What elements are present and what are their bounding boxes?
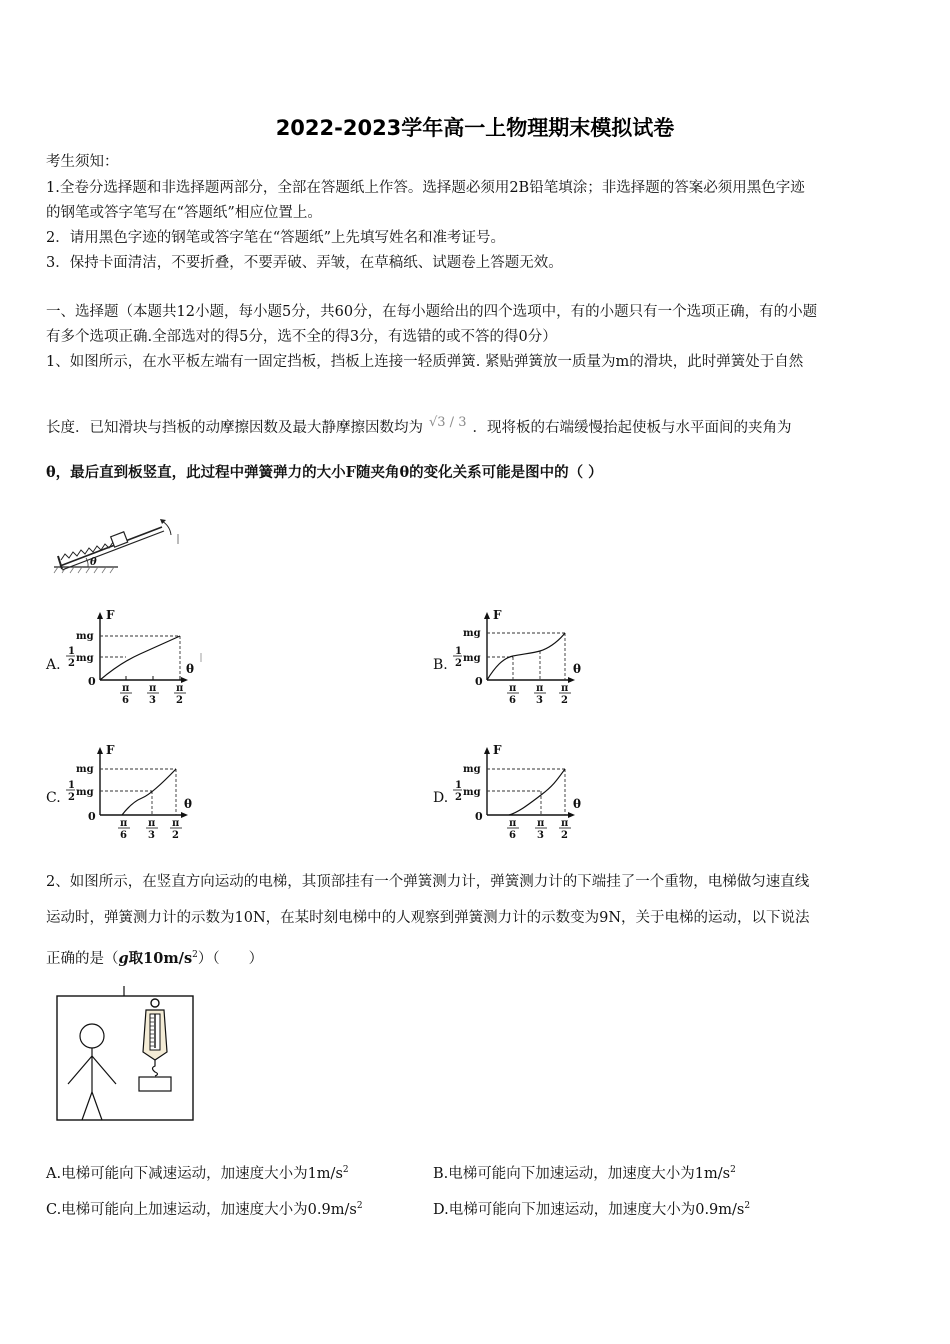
svg-text:2: 2 [68,792,75,803]
q1-line3: θ，最后直到板竖直，此过程中弹簧弹力的大小F随夹角θ的变化关系可能是图中的（ ） [46,464,603,481]
elevator-figure [54,984,204,1128]
option-c-letter[interactable]: C. [46,790,61,806]
q2-line1: 2、如图所示，在竖直方向运动的电梯，其顶部挂有一个弹簧测力计，弹簧测力计的下端挂了一个重物，电梯做匀速直线 [46,874,810,890]
incline-figure [46,512,186,582]
notice-heading: 考生须知： [46,154,119,170]
q2-line2: 运动时，弹簧测力计的示数为10N，在某时刻电梯中的人观察到弹簧测力计的示数变为9N，关于电梯的运动，以下说法 [46,910,810,926]
svg-text:F: F [106,743,115,757]
svg-text:π: π [509,818,517,829]
q1-sqrt3-over-3: √3 / 3 [429,415,467,430]
svg-text:6: 6 [122,695,129,706]
svg-text:θ: θ [573,662,582,676]
svg-text:π: π [176,683,184,694]
svg-text:6: 6 [509,695,516,706]
svg-text:θ: θ [573,797,582,811]
svg-text:mg: mg [463,653,481,664]
notice-item-2: 2．请用黑色字迹的钢笔或答字笔在“答题纸”上先填写姓名和准考证号。 [46,230,506,246]
svg-text:F: F [493,608,502,622]
graph-option-d[interactable] [447,740,597,849]
svg-text:2: 2 [455,792,462,803]
q2-option-a[interactable]: A.电梯可能向下减速运动，加速度大小为$1m/s^2$ [46,1165,349,1182]
svg-text:0: 0 [475,675,483,688]
graph-option-c[interactable] [60,740,210,849]
incline-theta-label: θ [90,557,97,568]
svg-text:1: 1 [68,780,75,791]
svg-text:π: π [148,818,156,829]
svg-text:1: 1 [455,780,462,791]
svg-text:2: 2 [172,830,179,841]
svg-text:π: π [120,818,128,829]
svg-text:θ: θ [186,662,195,676]
q1-line1: 1、如图所示，在水平板左端有一固定挡板，挡板上连接一轻质弹簧. 紧贴弹簧放一质量为m的滑块，此时弹簧处于自然 [46,354,804,370]
svg-text:mg: mg [463,628,481,639]
svg-text:π: π [122,683,130,694]
svg-text:π: π [561,683,569,694]
q2-option-d[interactable]: D.电梯可能向下加速运动，加速度大小为$0.9m/s^2$ [433,1201,751,1218]
svg-text:3: 3 [149,695,156,706]
svg-text:π: π [561,818,569,829]
svg-text:0: 0 [475,810,483,823]
q1-line2 [46,413,791,438]
notice-item-3: 3．保持卡面清洁，不要折叠，不要弄破、弄皱，在草稿纸、试题卷上答题无效。 [46,255,563,271]
svg-text:mg: mg [76,787,94,798]
svg-text:2: 2 [68,658,75,669]
svg-text:θ: θ [184,797,193,811]
svg-text:1: 1 [455,646,462,657]
q1-line2-text-a: 长度．已知滑块与挡板的动摩擦因数及最大静摩擦因数均为 [46,420,423,436]
svg-text:1: 1 [68,646,75,657]
notice-item-1: 1.全卷分选择题和非选择题两部分，全部在答题纸上作答。选择题必须用2B铅笔填涂；非选择题的答案必须用黑色字迹 [46,180,805,196]
svg-text:π: π [149,683,157,694]
q2-option-b[interactable]: B.电梯可能向下加速运动，加速度大小为$1m/s^2$ [433,1165,736,1182]
svg-text:6: 6 [120,830,127,841]
svg-text:3: 3 [536,695,543,706]
q2-line3: 正确的是（g取$10m/s^2$）（ ） [46,950,264,967]
section-heading-line1: 一、选择题（本题共12小题，每小题5分，共60分，在每小题给出的四个选项中，有的小题只有一个选项正确，有的小题 [46,304,818,320]
option-b-letter[interactable]: B. [433,657,448,673]
svg-text:π: π [536,683,544,694]
graph-option-a[interactable] [60,605,210,714]
section-heading-line2: 有多个选项正确.全部选对的得5分，选不全的得3分，有选错的或不答的得0分） [46,329,557,345]
svg-text:mg: mg [76,631,94,642]
svg-text:3: 3 [537,830,544,841]
svg-text:3: 3 [148,830,155,841]
svg-text:mg: mg [463,764,481,775]
svg-text:6: 6 [509,830,516,841]
svg-text:π: π [537,818,545,829]
svg-text:2: 2 [561,830,568,841]
option-a-letter[interactable]: A. [46,657,61,673]
svg-text:mg: mg [463,787,481,798]
svg-text:mg: mg [76,764,94,775]
notice-item-1-cont: 的钢笔或答字笔写在“答题纸”相应位置上。 [46,205,322,221]
svg-text:0: 0 [88,810,96,823]
svg-text:π: π [172,818,180,829]
svg-text:F: F [493,743,502,757]
q1-line2-text-b: ．现将板的右端缓慢抬起使板与水平面间的夹角为 [472,420,792,436]
svg-text:π: π [509,683,517,694]
svg-text:0: 0 [88,675,96,688]
page-title: 2022-2023学年高一上物理期末模拟试卷 [275,116,675,140]
q2-option-c[interactable]: C.电梯可能向上加速运动，加速度大小为$0.9m/s^2$ [46,1201,363,1218]
svg-text:2: 2 [455,658,462,669]
option-d-letter[interactable]: D. [433,790,449,806]
svg-text:mg: mg [76,653,94,664]
svg-text:2: 2 [176,695,183,706]
svg-text:2: 2 [561,695,568,706]
graph-option-b[interactable] [447,605,597,714]
svg-text:F: F [106,608,115,622]
